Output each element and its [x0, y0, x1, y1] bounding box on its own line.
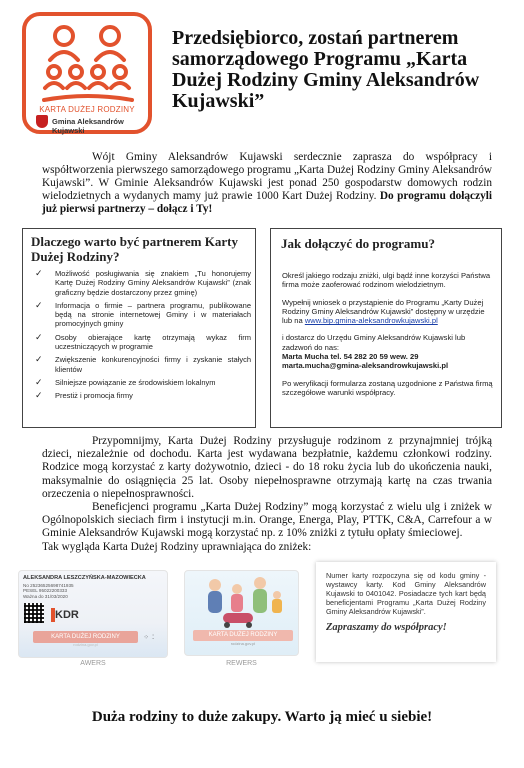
contact-email[interactable]: marta.mucha@gmina-aleksandrowkujawski.pl: [282, 361, 449, 371]
list-item: [33, 301, 251, 329]
list-item-text: Informacja o firmie – partnera programu, publikowane będą na stronie internetowej Gminy i w materiałach promocyjnych gminy: [55, 300, 251, 329]
list-item: [33, 333, 251, 352]
benefits-heading: Dlaczego warto być partnerem Karty Dużej Rodziny?: [31, 234, 238, 264]
how-to-join-box: [270, 228, 502, 428]
list-item-text: Osoby obierające kartę otrzymają wykaz firm uczestniczących w programie: [55, 332, 251, 352]
family-icon: [36, 22, 140, 106]
check-icon: ✓: [35, 354, 43, 365]
footer-slogan: Duża rodziny to duże zakupy. Warto ją mieć u siebie!: [91, 709, 433, 725]
card-front-caption: AWERS: [80, 660, 106, 667]
benefits-box: [22, 228, 256, 428]
page-title: Przedsiębiorco, zostań partnerem samorządowego Programu „Karta Dużej Rodziny Gminy Aleksandrów Kujawski”: [172, 27, 480, 112]
check-icon: ✓: [35, 390, 43, 401]
card-holder-name: ALEKSANDRA LESZCZYŃSKA-MAZOWIECKA: [23, 575, 146, 581]
step-2: [282, 298, 494, 326]
bip-link[interactable]: www.bip.gmina-aleksandrowkujawski.pl: [304, 316, 438, 326]
card-band: KARTA DUŻEJ RODZINY: [193, 630, 293, 641]
kdr-logo: [22, 12, 152, 134]
check-icon: ✓: [35, 268, 43, 278]
logo-subtitle: Gmina Aleksandrów Kujawski: [52, 117, 124, 135]
logo-title: KARTA DUŻEJ RODZINY: [39, 105, 135, 114]
step-4: Po weryfikacji formularza zostaną uzgodnione z Państwa firmą szczegółowe warunki współpracy.: [282, 378, 493, 397]
card-details: [23, 583, 74, 599]
qr-code-icon: [24, 603, 44, 623]
how-to-join-text: [282, 271, 494, 405]
intro-bold: Do programu dołączyli już pierwsi partnerzy – dołącz i Ty!: [42, 190, 493, 215]
contact-phone: Marta Mucha tel. 54 282 20 59 wew. 29: [282, 352, 419, 362]
check-icon: ✓: [35, 299, 43, 310]
card-pesel: PESEL 95022200333: [23, 588, 68, 594]
check-icon: ✓: [35, 376, 43, 387]
check-icon: ✓: [35, 331, 43, 342]
card-band-sub: rodzina.gov.pl: [73, 642, 98, 647]
list-item: [33, 391, 251, 400]
benefits-list: [33, 269, 251, 405]
card-back-image: [184, 570, 299, 656]
list-item: [33, 355, 251, 374]
list-item-text: Prestiż i promocja firmy: [55, 391, 133, 401]
card-band: KARTA DUŻEJ RODZINY: [33, 631, 138, 643]
card-info-text: Numer karty rozpoczyna się od kodu gminy - wystawcy karty. Kod Gminy Aleksandrów Kujawski to 0401042. Posiadacze tych kart będą beneficjentami Programu „Karta Dużej Rodziny Gminy Aleksandrów Kujawski”.: [326, 571, 486, 616]
list-item-text: Możliwość posługiwania się znakiem „Tu honorujemy Kartę Dużej Rodziny Gminy Aleksandrów Kujawski” (znak graficzny będzie dostarczony przez gminę): [55, 269, 251, 297]
invite-text: Zapraszamy do współpracy!: [326, 622, 447, 633]
family-illustration-icon: [185, 571, 299, 629]
card-valid: Ważna do 31/03/2020: [23, 593, 68, 599]
how-to-join-heading: Jak dołączyć do programu?: [281, 236, 435, 251]
kdr-label: KDR: [55, 609, 79, 621]
body-paragraph-2: Beneficjenci programu „Karta Dużej Rodziny” mogą korzystać z wielu ulg i zniżek w Ogólnopolskich sieciach firm i instytucji m.in. Orange, Energa, Play, PTTK, C&A, Carrefour a w Gminie Aleksandrów Kujawski mogą korzystać np. z 10% zniżki z tytułu opłaty śmieciowej.: [42, 501, 492, 540]
intro-paragraph: [42, 151, 492, 216]
card-band-sub: rodzina.gov.pl: [230, 641, 256, 646]
body-paragraph-3: Tak wygląda Karta Dużej Rodziny uprawniająca do zniżek:: [42, 540, 312, 553]
body-text: [42, 435, 492, 554]
step-1: Określ jakiego rodzaju zniżki, ulgi bądź inne korzyści Państwa firma może zaoferować rodzinom wielodzietnym.: [282, 271, 491, 290]
card-number: No 25236525698741935: [23, 583, 74, 588]
braille-dots-icon: ⁘ ⁚: [143, 635, 155, 641]
card-back-caption: REWERS: [226, 660, 257, 667]
step-3-text: i dostarcz do Urzędu Gminy Aleksandrów Kujawski lub zadzwoń do nas:: [282, 333, 466, 352]
list-item: [33, 378, 251, 387]
intro-text: Wójt Gminy Aleksandrów Kujawski serdecznie zaprasza do współpracy i współtworzenia pierwszego samorządowego programu „Karta Dużej Rodziny Gminy Aleksandrów Kujawski”. W Gminie Aleksandrów Kujawski jest ponad 250 gospodarstw domowych rodzin wielodzietnych a wydanych mamy już prawie 1000 Kart Dużej Rodziny.: [42, 151, 492, 202]
body-paragraph-1: Przypomnijmy, Karta Dużej Rodziny przysługuje rodzinom z przynajmniej trójką dzieci, niezależnie od dochodu. Karta jest wydawana bezpłatnie, każdemu członkowi rodziny. Rodzice mogą korzystać z karty dożywotnio, dzieci - do 18 roku życia lub do ukończenia nauki, maksymalnie do osiągnięcia 25 lat. Osoby niepełnosprawne otrzymają kartę na czas trwania orzeczenia o niepełnosprawności.: [42, 435, 492, 500]
step-2-text: Wypełnij wniosek o przystąpienie do Programu „Karty Dużej Rodziny Gminy Aleksandrów Kujawski” dostępny w urzędzie lub na: [282, 297, 485, 326]
list-item: [33, 269, 251, 297]
step-3: [282, 333, 494, 370]
card-front-image: [18, 570, 168, 658]
list-item-text: Silniejsze powiązanie ze środowiskiem lokalnym: [55, 377, 216, 387]
crest-icon: [36, 115, 48, 128]
card-info-box: [316, 562, 496, 662]
list-item-text: Zwiększenie konkurencyjności firmy i zyskanie stałych klientów: [55, 355, 251, 374]
